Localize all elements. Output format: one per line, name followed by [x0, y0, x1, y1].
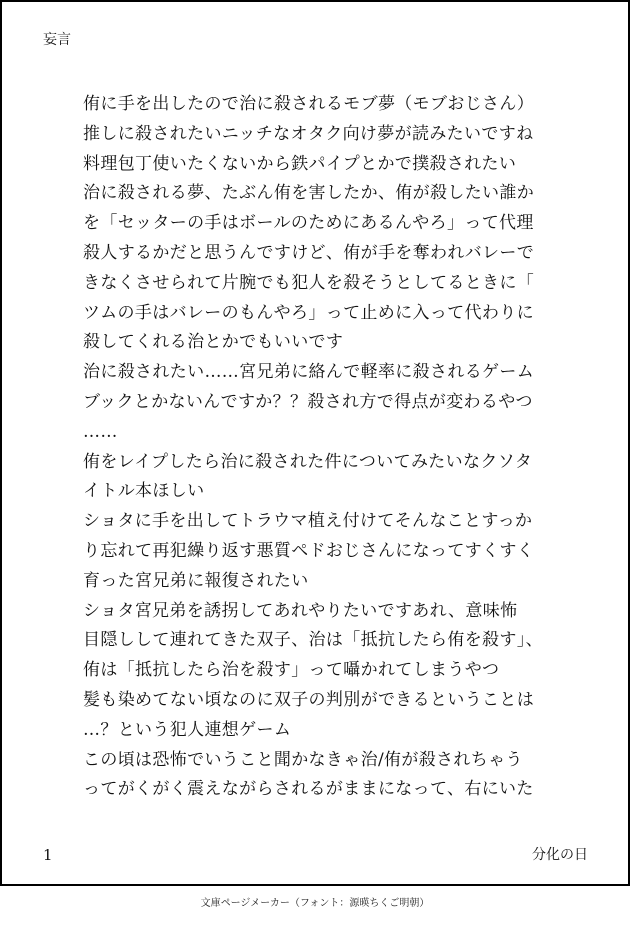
text-line: …… [83, 421, 118, 442]
text-line: ショタに手を出してトラウマ植え付けてそんなことすっか [83, 511, 533, 532]
text-line: ショタ宮兄弟を誘拐してあれやりたいですあれ、意味怖 [83, 600, 518, 621]
text-line: この頃は恐怖でいうこと聞かなきゃ治/侑が殺されちゃう [83, 749, 523, 770]
text-line: ブックとかないんですか？？殺され方で得点が変わるやつ [83, 391, 533, 412]
header-title: 妄言 [43, 32, 71, 48]
text-line: 侑は「抵抗したら治を殺す」って囁かれてしまうやつ [83, 660, 500, 681]
text-line: 髪も染めてない頃なのに双子の判別ができるということは [83, 689, 535, 710]
text-line: 侑をレイプしたら治に殺された件についてみたいなクソタ [83, 451, 533, 472]
text-line: イトル本ほしい [83, 481, 205, 502]
text-line: 治に殺されたい……宮兄弟に絡んで軽率に殺されるゲーム [83, 362, 535, 383]
text-line: 殺してくれる治とかでもいいです [83, 332, 344, 353]
text-line: 殺人するかだと思うんですけど、侑が手を奪われバレーで [83, 242, 535, 263]
text-line: 侑に手を出したので治に殺されるモブ夢（モブおじさん） [83, 94, 535, 114]
text-line: 目隠しして連れてきた双子、治は「抵抗したら侑を殺す」、 [83, 630, 543, 651]
text-line: 推しに殺されたいニッチなオタク向け夢が読みたいですね [83, 123, 534, 144]
text-line: ってがくがく震えながらされるがままになって、右にいた [83, 779, 534, 800]
text-line: きなくさせられて片腕でも犯人を殺そうとしてるときに「 [83, 272, 535, 293]
text-line: 育った宮兄弟に報復されたい [83, 570, 309, 591]
body-text [83, 90, 563, 805]
text-line: 料理包丁使いたくないから鉄パイプとかで撲殺されたい [83, 153, 517, 174]
text-line: 治に殺される夢、たぶん侑を害したか、侑が殺したい誰か [83, 183, 535, 204]
text-line: り忘れて再犯繰り返す悪質ペドおじさんになってすくすく [83, 540, 535, 561]
footer-title: 分化の日 [532, 847, 588, 863]
text-line: を「セッターの手はボールのためにあるんやろ」って代理 [83, 213, 534, 234]
text-line: …？という犯人連想ゲーム [83, 719, 292, 740]
page-number: 1 [43, 846, 53, 864]
app-credit: 文庫ページメーカー（フォント：源暎ちくご明朝） [200, 898, 430, 909]
text-line: ツムの手はバレーのもんやろ」って止めに入って代わりに [83, 302, 534, 323]
